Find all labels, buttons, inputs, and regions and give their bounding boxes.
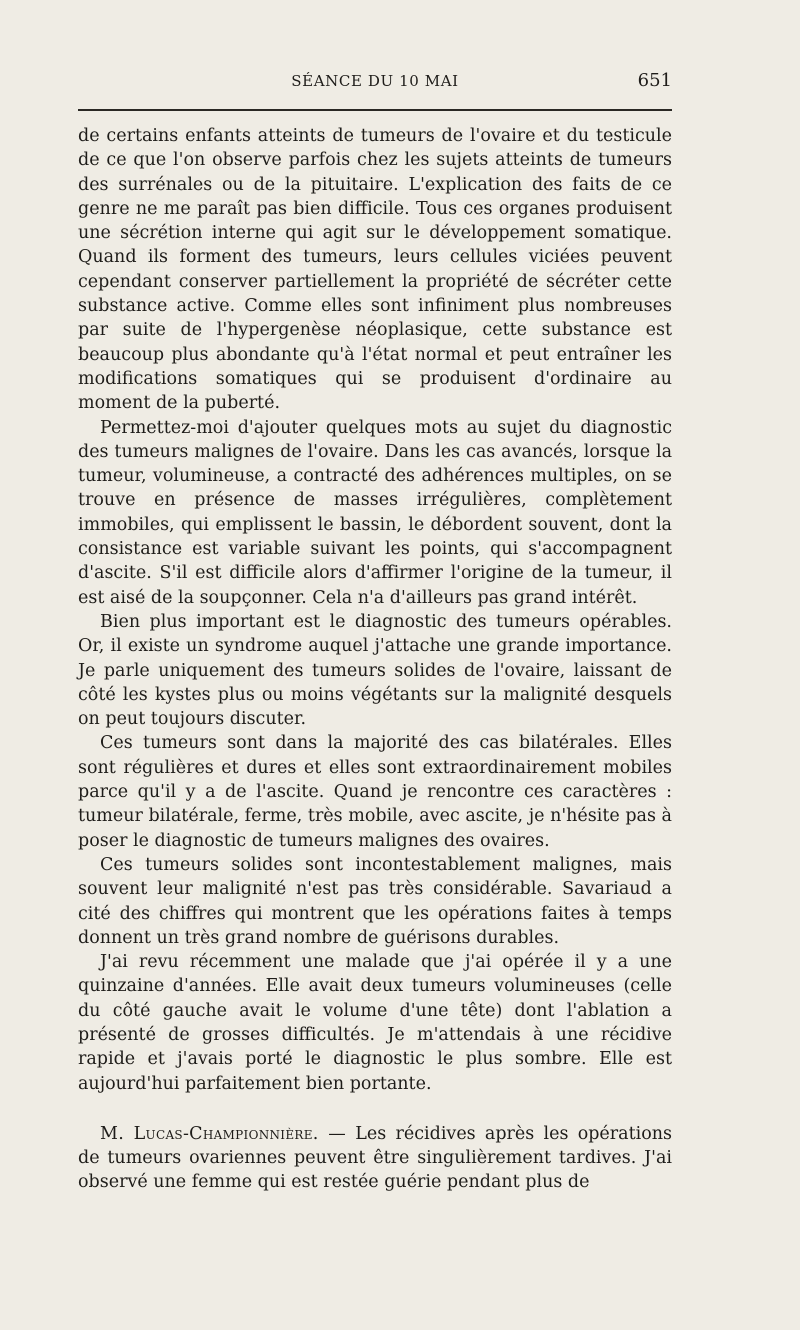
paragraph-4 — [78, 731, 672, 852]
paragraph-2 — [78, 416, 672, 610]
paragraph-3-text: Bien plus important est le diagnostic des tumeurs opérables. Or, il existe un syndrome auquel j'attache une grande importance. Je parle uniquement des tumeurs solides de l'ovaire, laissant de côté les kystes plus ou moins végétants sur la malignité desquels on peut toujours discuter. — [78, 611, 672, 730]
paragraph-1-text: de certains enfants atteints de tumeurs de l'ovaire et du testicule de ce que l'on observe parfois chez les sujets atteints de tumeurs des surrénales ou de la pituitaire. L'explication des faits de ce genre ne me paraît pas bien difficile. Tous ces organes produisent une sécrétion interne qui agit sur le développement somatique. Quand ils forment des tumeurs, leurs cellules viciées peuvent cependant conserver partiellement la propriété de sécréter cette substance active. Comme elles sont infiniment plus nombreuses par suite de l'hypergenèse néoplasique, cette substance est beaucoup plus abondante qu'à l'état normal et peut entraîner les modifications somatiques qui se produisent d'ordinaire au moment de la puberté. — [78, 126, 672, 414]
paragraph-7 — [78, 1122, 672, 1195]
paragraph-1 — [78, 124, 672, 416]
paragraph-5 — [78, 853, 672, 950]
header-rule — [78, 109, 672, 111]
speaker-name: M. Lucas-Championnière. — — [100, 1123, 347, 1144]
paragraph-6-text: J'ai revu récemment une malade que j'ai opérée il y a une quinzaine d'années. Elle avait deux tumeurs volumineuses (celle du côté gauche avait le volume d'une tête) dont l'ablation a présenté de grosses difficultés. Je m'attendais à une récidive rapide et j'avais porté le diagnostic le plus sombre. Elle est aujourd'hui parfaitement bien portante. — [78, 952, 672, 1094]
running-header — [78, 66, 672, 96]
page-number: 651 — [637, 70, 672, 91]
running-title: SÉANCE DU 10 MAI — [291, 72, 459, 90]
paragraph-4-text: Ces tumeurs sont dans la majorité des cas bilatérales. Elles sont régulières et dures et elles sont extraordinairement mobiles parce qu'il y a de l'ascite. Quand je rencontre ces caractères : tumeur bilatérale, ferme, très mobile, avec ascite, je n'hésite pas à poser le diagnostic de tumeurs malignes des ovaires. — [78, 733, 672, 851]
paragraph-2-text: Permettez-moi d'ajouter quelques mots au sujet du diagnostic des tumeurs malignes de l'ovaire. Dans les cas avancés, lorsque la tumeur, volumineuse, a contracté des adhérences multiples, on se trouve en présence de masses irrégulières, complètement immobiles, qui emplissent le bassin, le débordent souvent, dont la consistance est variable suivant les points, qui s'accompagnent d'ascite. S'il est difficile alors d'affirmer l'origine de la tumeur, il est aisé de la soupçonner. Cela n'a d'ailleurs pas grand intérêt. — [78, 417, 672, 608]
body-text — [78, 124, 672, 1195]
paragraph-3 — [78, 610, 672, 731]
paragraph-5-text: Ces tumeurs solides sont incontestablement malignes, mais souvent leur malignité n'est pas très considérable. Savariaud a cité des chiffres qui montrent que les opérations faites à temps donnent un très grand nombre de guérisons durables. — [78, 854, 672, 948]
paragraph-7-text: Les récidives après les opérations de tumeurs ovariennes peuvent être singulièrement tardives. J'ai observé une femme qui est restée guérie pendant plus de — [78, 1123, 672, 1193]
paragraph-6 — [78, 950, 672, 1096]
